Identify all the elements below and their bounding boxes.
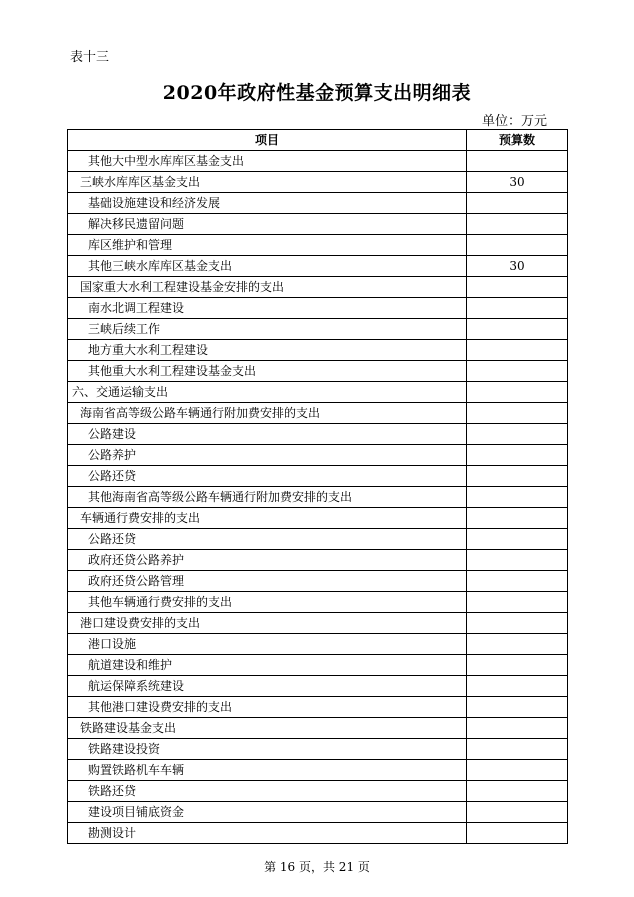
- row-amount: [467, 802, 568, 823]
- table-row: [68, 298, 568, 319]
- row-item-label: 公路还贷: [68, 466, 467, 487]
- row-item-label: 港口设施: [68, 634, 467, 655]
- table-label: 表十三: [70, 50, 110, 65]
- table-row: [68, 613, 568, 634]
- table-row: [68, 256, 568, 277]
- table-row: [68, 634, 568, 655]
- row-item-label: 三峡后续工作: [68, 319, 467, 340]
- table-row: [68, 718, 568, 739]
- row-amount: [467, 340, 568, 361]
- row-item-label: 南水北调工程建设: [68, 298, 467, 319]
- row-amount: 30: [467, 256, 568, 277]
- table-body: [68, 151, 568, 844]
- row-item-label: 公路还贷: [68, 529, 467, 550]
- table-row: [68, 529, 568, 550]
- row-amount: [467, 445, 568, 466]
- row-amount: [467, 382, 568, 403]
- row-amount: [467, 424, 568, 445]
- column-header-item: 项目: [68, 130, 467, 151]
- row-item-label: 公路建设: [68, 424, 467, 445]
- row-amount: [467, 298, 568, 319]
- row-amount: [467, 466, 568, 487]
- table-row: [68, 823, 568, 844]
- table-row: [68, 361, 568, 382]
- row-item-label: 其他海南省高等级公路车辆通行附加费安排的支出: [68, 487, 467, 508]
- row-item-label: 航运保障系统建设: [68, 676, 467, 697]
- table-row: [68, 676, 568, 697]
- row-amount: [467, 151, 568, 172]
- table-row: [68, 151, 568, 172]
- row-amount: [467, 655, 568, 676]
- page-footer: 第 16 页，共 21 页: [264, 860, 370, 874]
- row-amount: [467, 529, 568, 550]
- row-item-label: 库区维护和管理: [68, 235, 467, 256]
- row-amount: [467, 403, 568, 424]
- table-row: [68, 508, 568, 529]
- row-item-label: 其他大中型水库库区基金支出: [68, 151, 467, 172]
- row-item-label: 铁路还贷: [68, 781, 467, 802]
- table-row: [68, 277, 568, 298]
- table-row: [68, 424, 568, 445]
- table-row: [68, 340, 568, 361]
- table-row: [68, 214, 568, 235]
- table-row: [68, 466, 568, 487]
- row-item-label: 铁路建设基金支出: [68, 718, 467, 739]
- table-row: [68, 172, 568, 193]
- table-row: [68, 655, 568, 676]
- row-amount: [467, 676, 568, 697]
- row-item-label: 政府还贷公路管理: [68, 571, 467, 592]
- row-item-label: 地方重大水利工程建设: [68, 340, 467, 361]
- row-amount: [467, 697, 568, 718]
- row-item-label: 铁路建设投资: [68, 739, 467, 760]
- unit-label: 单位：万元: [482, 114, 548, 129]
- row-amount: [467, 781, 568, 802]
- row-item-label: 勘测设计: [68, 823, 467, 844]
- table-row: [68, 550, 568, 571]
- row-item-label: 港口建设费安排的支出: [68, 613, 467, 634]
- row-item-label: 三峡水库库区基金支出: [68, 172, 467, 193]
- table-row: [68, 382, 568, 403]
- row-amount: [467, 760, 568, 781]
- row-amount: [467, 214, 568, 235]
- row-amount: [467, 487, 568, 508]
- row-amount: [467, 361, 568, 382]
- row-item-label: 政府还贷公路养护: [68, 550, 467, 571]
- row-item-label: 解决移民遗留问题: [68, 214, 467, 235]
- table-row: [68, 487, 568, 508]
- row-amount: [467, 319, 568, 340]
- row-item-label: 其他车辆通行费安排的支出: [68, 592, 467, 613]
- row-amount: 30: [467, 172, 568, 193]
- row-item-label: 建设项目铺底资金: [68, 802, 467, 823]
- row-amount: [467, 193, 568, 214]
- row-amount: [467, 634, 568, 655]
- row-amount: [467, 571, 568, 592]
- table-row: [68, 592, 568, 613]
- table-row: [68, 403, 568, 424]
- table-row: [68, 697, 568, 718]
- row-amount: [467, 739, 568, 760]
- column-header-amount: 预算数: [467, 130, 568, 151]
- row-amount: [467, 718, 568, 739]
- row-item-label: 其他港口建设费安排的支出: [68, 697, 467, 718]
- table-row: [68, 571, 568, 592]
- row-item-label: 购置铁路机车车辆: [68, 760, 467, 781]
- row-amount: [467, 613, 568, 634]
- table-row: [68, 760, 568, 781]
- table-row: [68, 319, 568, 340]
- table-row: [68, 193, 568, 214]
- row-amount: [467, 550, 568, 571]
- row-item-label: 航道建设和维护: [68, 655, 467, 676]
- row-item-label: 六、交通运输支出: [68, 382, 467, 403]
- row-amount: [467, 508, 568, 529]
- document-title: 2020年政府性基金预算支出明细表: [162, 82, 472, 104]
- table-header-row: [68, 130, 568, 151]
- table-row: [68, 781, 568, 802]
- row-item-label: 其他重大水利工程建设基金支出: [68, 361, 467, 382]
- table-row: [68, 802, 568, 823]
- table-row: [68, 235, 568, 256]
- row-amount: [467, 823, 568, 844]
- row-amount: [467, 277, 568, 298]
- row-item-label: 公路养护: [68, 445, 467, 466]
- table-row: [68, 739, 568, 760]
- row-item-label: 其他三峡水库库区基金支出: [68, 256, 467, 277]
- row-amount: [467, 235, 568, 256]
- row-item-label: 基础设施建设和经济发展: [68, 193, 467, 214]
- row-item-label: 车辆通行费安排的支出: [68, 508, 467, 529]
- row-amount: [467, 592, 568, 613]
- budget-table: [67, 129, 568, 844]
- row-item-label: 国家重大水利工程建设基金安排的支出: [68, 277, 467, 298]
- row-item-label: 海南省高等级公路车辆通行附加费安排的支出: [68, 403, 467, 424]
- table-row: [68, 445, 568, 466]
